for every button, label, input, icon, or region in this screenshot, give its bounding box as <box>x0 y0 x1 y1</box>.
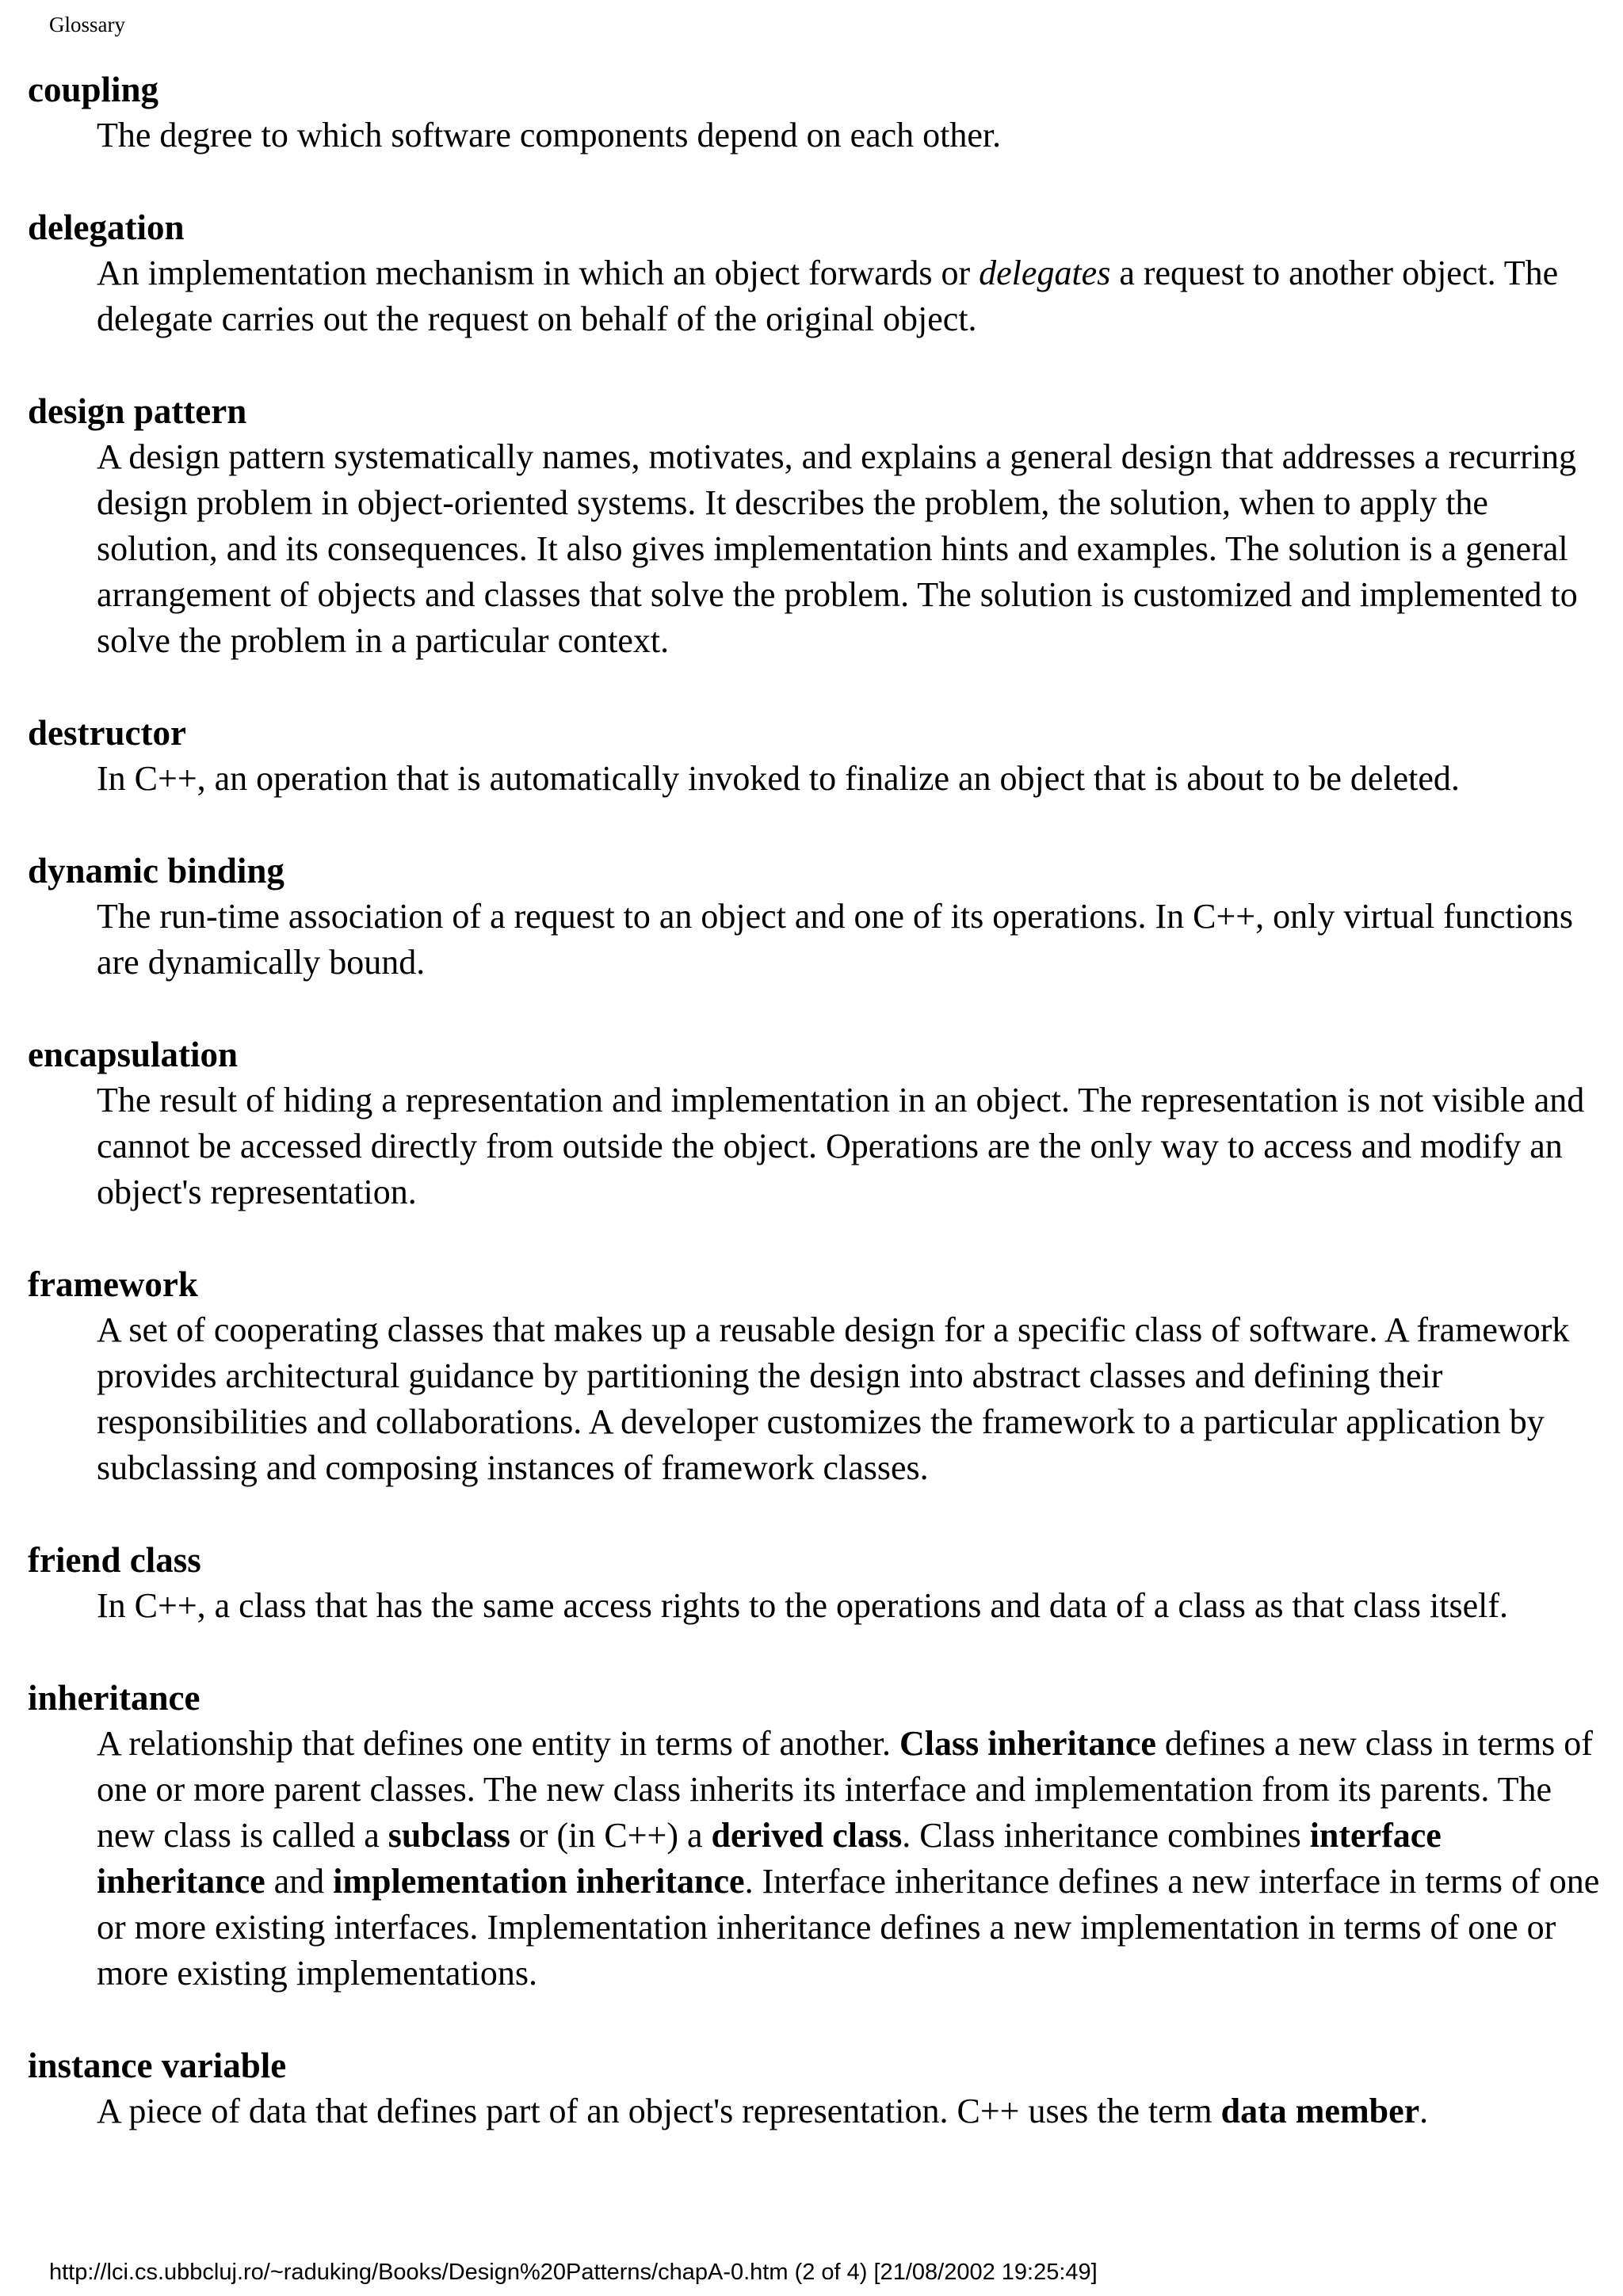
definition-text: or (in C++) a <box>510 1816 712 1855</box>
glossary-term: coupling <box>28 70 159 109</box>
glossary-definition <box>97 1583 1609 1629</box>
glossary-entry <box>28 710 1609 802</box>
emphasized-term: data member <box>1220 2092 1420 2130</box>
definition-text: An implementation mechanism in which an object forwards or <box>97 254 980 292</box>
definition-text: a request to another object. The delegate carries out the request on behalf of the original object. <box>97 254 1559 338</box>
definition-text: In C++, a class that has the same access rights to the operations and data of a class as that class itself. <box>97 1586 1508 1625</box>
definition-text: . Interface inheritance defines a new interface in terms of one or more existing interfaces. Implementation inheritance defines a new implementation in terms of one or more existing implementations. <box>97 1862 1600 1993</box>
definition-text: The degree to which software components depend on each other. <box>97 116 1002 154</box>
definition-text: A piece of data that defines part of an object's representation. C++ uses the term <box>97 2092 1221 2130</box>
glossary-entry <box>28 1537 1609 1629</box>
glossary-entry <box>28 388 1609 664</box>
definition-text: The run-time association of a request to an object and one of its operations. In C++, only virtual functions are dynamically bound. <box>97 897 1573 982</box>
italic-term: delegates <box>979 254 1111 292</box>
glossary-entry <box>28 1261 1609 1491</box>
glossary-entry <box>28 2042 1609 2134</box>
glossary-definition <box>97 1307 1609 1491</box>
definition-text: defines a new class in terms of one or more parent classes. The new class inherits its interface and implementation from its parents. The new class is called a <box>97 1724 1593 1855</box>
glossary-term: framework <box>28 1264 198 1304</box>
definition-text: . Class inheritance combines <box>902 1816 1310 1855</box>
glossary-term: encapsulation <box>28 1035 239 1074</box>
definition-text: The result of hiding a representation and implementation in an object. The representation is not visible and cannot be accessed directly from outside the object. Operations are the only way to access and modify an object's representation. <box>97 1081 1585 1211</box>
glossary-definition <box>97 1721 1609 1997</box>
glossary-definition <box>97 434 1609 664</box>
glossary-entry <box>28 204 1609 342</box>
page-footer-url: http://lci.cs.ubbcluj.ro/~raduking/Books/Design%20Patterns/chapA-0.htm (2 of 4) [21/08/2002 19:25:49] <box>49 2260 1098 2285</box>
glossary-definition <box>97 113 1609 158</box>
glossary-term: inheritance <box>28 1678 200 1718</box>
definition-text: . <box>1419 2092 1429 2130</box>
glossary-term: friend class <box>28 1540 201 1580</box>
glossary-entry <box>28 848 1609 986</box>
definition-text: In C++, an operation that is automatically invoked to finalize an object that is about to be deleted. <box>97 759 1460 798</box>
definition-text: A relationship that defines one entity in terms of another. <box>97 1724 899 1763</box>
glossary-definition <box>97 2088 1609 2134</box>
glossary-entry <box>28 1032 1609 1215</box>
glossary-term: delegation <box>28 208 185 247</box>
emphasized-term: subclass <box>388 1816 510 1855</box>
glossary-term: destructor <box>28 713 186 753</box>
glossary-term: design pattern <box>28 391 247 431</box>
emphasized-term: interface inheritance <box>97 1816 1442 1901</box>
glossary-list <box>28 67 1609 2180</box>
glossary-definition <box>97 894 1609 986</box>
glossary-entry <box>28 67 1609 158</box>
glossary-definition <box>97 250 1609 342</box>
glossary-definition <box>97 756 1609 802</box>
emphasized-term: implementation inheritance <box>333 1862 745 1901</box>
definition-text: A design pattern systematically names, motivates, and explains a general design that addresses a recurring design problem in object-oriented systems. It describes the problem, the solution, when to apply the solution, and its consequences. It also gives implementation hints and examples. The solution is a general arrangement of objects and classes that solve the problem. The solution is customized and implemented to solve the problem in a particular context. <box>97 437 1578 660</box>
definition-text: and <box>265 1862 334 1901</box>
definition-text: A set of cooperating classes that makes up a reusable design for a specific class of software. A framework provides architectural guidance by partitioning the design into abstract classes and defining their responsibilities and collaborations. A developer customizes the framework to a particular application by subclassing and composing instances of framework classes. <box>97 1310 1570 1487</box>
glossary-term: instance variable <box>28 2046 287 2085</box>
emphasized-term: Class inheritance <box>899 1724 1156 1763</box>
emphasized-term: derived class <box>711 1816 903 1855</box>
page-header: Glossary <box>49 13 125 36</box>
glossary-term: dynamic binding <box>28 851 285 891</box>
glossary-entry <box>28 1675 1609 1997</box>
glossary-definition <box>97 1077 1609 1215</box>
